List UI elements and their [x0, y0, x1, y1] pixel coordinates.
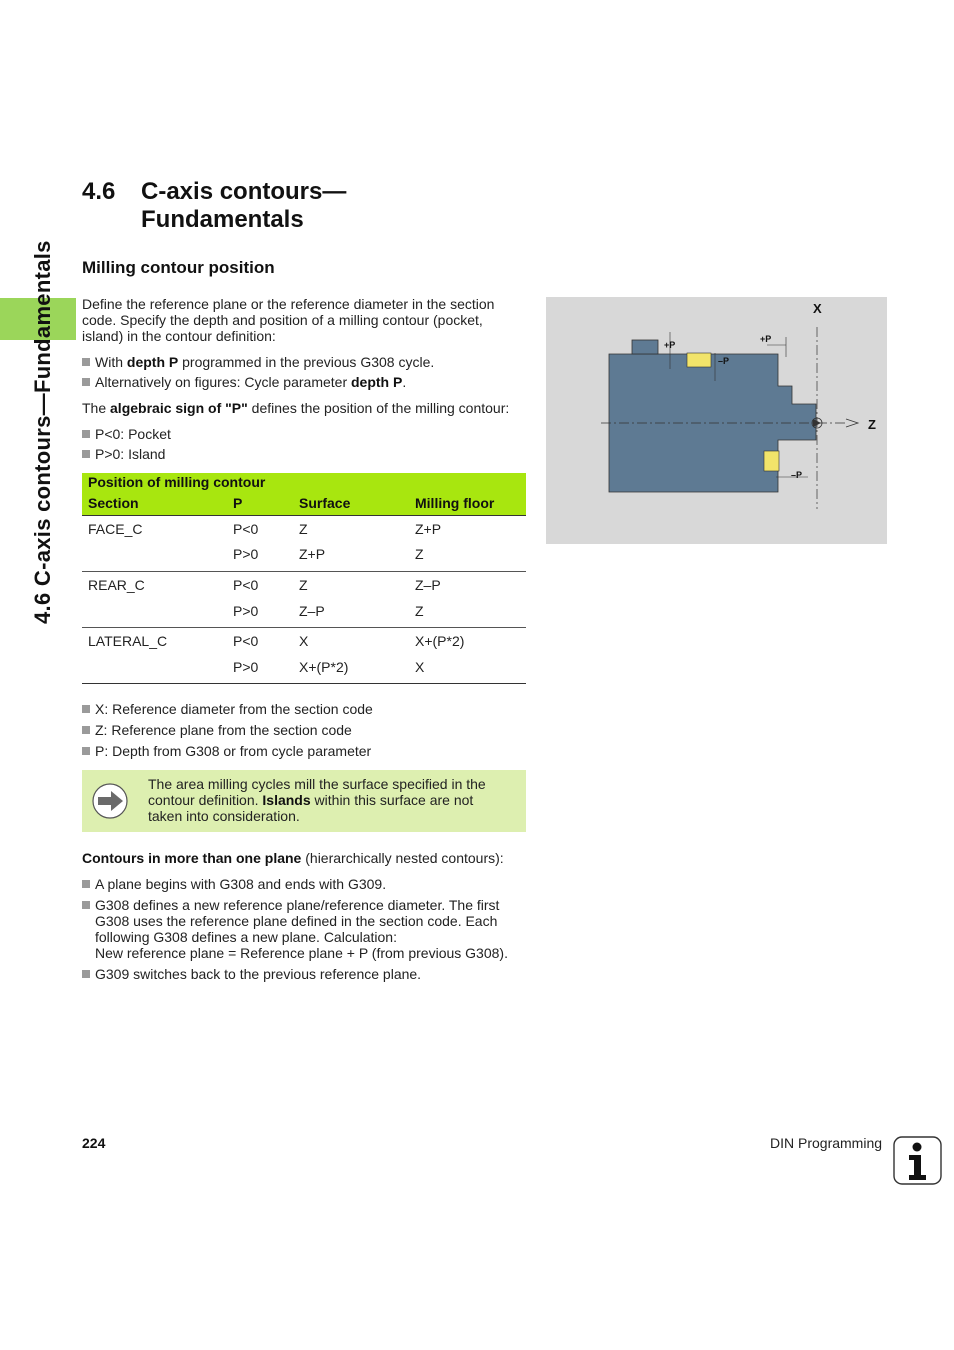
- table-cell: P>0: [233, 659, 259, 675]
- table-row-group: [82, 572, 526, 628]
- pocket-face: [687, 353, 711, 367]
- table-cell: REAR_C: [88, 577, 145, 593]
- table-cell: P>0: [233, 603, 259, 619]
- sign-sentence: The algebraic sign of "P" defines the position of the milling contour:: [82, 400, 510, 416]
- table-row-group: [82, 516, 526, 572]
- intro-paragraph: [82, 296, 532, 344]
- z-axis-label: Z: [868, 417, 876, 432]
- column-header: Milling floor: [415, 495, 495, 511]
- list-item: With depth P programmed in the previous G308 cycle.: [82, 354, 434, 370]
- table-caption: Position of milling contour: [88, 474, 266, 490]
- table-cell: Z: [415, 546, 424, 562]
- list-item: P<0: Pocket: [82, 426, 171, 442]
- list-item: P>0: Island: [82, 446, 165, 462]
- table-cell: LATERAL_C: [88, 633, 168, 649]
- list-item: P: Depth from G308 or from cycle parameter: [82, 743, 371, 759]
- note-text: The area milling cycles mill the surface specified in the contour definition. Islands within this surface are not taken into consideration.: [148, 776, 486, 824]
- section-title-line2: Fundamentals: [141, 206, 304, 233]
- table-cell: Z: [299, 521, 308, 537]
- table-header-row: [82, 493, 526, 516]
- column-header: Section: [88, 495, 139, 511]
- subheading: Milling contour position: [82, 258, 275, 277]
- table-cell: P<0: [233, 633, 259, 649]
- milling-position-figure: [546, 297, 887, 544]
- list-item: A plane begins with G308 and ends with G309.: [82, 876, 386, 892]
- label-plus-p: +P: [760, 334, 772, 344]
- list-item: Z: Reference plane from the section code: [82, 722, 352, 738]
- side-tab-label: 4.6 C-axis contours—Fundamentals: [30, 240, 55, 624]
- table-cell: FACE_C: [88, 521, 143, 537]
- column-header: P: [233, 495, 243, 511]
- intro-line: Define the reference plane or the reference diameter in the section: [82, 296, 495, 312]
- table-cell: X: [299, 633, 309, 649]
- intro-line: code. Specify the depth and position of a milling contour (pocket,: [82, 312, 483, 328]
- nested-contours-heading: Contours in more than one plane (hierarchically nested contours):: [82, 850, 504, 866]
- column-header: Surface: [299, 495, 351, 511]
- island-step: [632, 340, 658, 354]
- x-axis-label: X: [813, 301, 822, 316]
- table-cell: X+(P*2): [299, 659, 349, 675]
- list-item: G308 defines a new reference plane/reference diameter. The first G308 uses the reference plane defined in the section code. Each following G308 defines a new plane. Calculation: New reference plane = Reference plane + P (from previous G308).: [82, 897, 508, 961]
- label-minus-p: –P: [791, 470, 803, 480]
- section-title-line1: C-axis contours—: [141, 178, 347, 205]
- table-cell: P<0: [233, 577, 259, 593]
- footer-title: DIN Programming: [770, 1135, 883, 1151]
- arrow-right-icon: [92, 783, 128, 819]
- table-cell: Z+P: [299, 546, 326, 562]
- table-cell: Z+P: [415, 521, 442, 537]
- table-cell: X+(P*2): [415, 633, 465, 649]
- table-cell: Z: [299, 577, 308, 593]
- info-icon: [893, 1136, 942, 1185]
- intro-line: island) in the contour definition:: [82, 328, 276, 344]
- table-cell: Z: [415, 603, 424, 619]
- table-cell: X: [415, 659, 425, 675]
- table-cell: Z–P: [415, 577, 441, 593]
- section-title: [141, 178, 441, 234]
- milling-position-table: [82, 473, 526, 684]
- label-plus-p: +P: [664, 340, 676, 350]
- table-row-group: [82, 628, 526, 684]
- pocket-rear: [764, 451, 779, 471]
- table-caption-row: [82, 473, 526, 493]
- list-item: Alternatively on figures: Cycle parameter depth P.: [82, 374, 406, 390]
- table-cell: P<0: [233, 521, 259, 537]
- list-item: X: Reference diameter from the section code: [82, 701, 373, 717]
- page-number: 224: [82, 1135, 106, 1151]
- section-number: 4.6: [82, 178, 116, 205]
- table-cell: P>0: [233, 546, 259, 562]
- side-tab-label-box: [14, 184, 72, 624]
- list-item: G309 switches back to the previous reference plane.: [82, 966, 421, 982]
- table-cell: Z–P: [299, 603, 325, 619]
- label-minus-p: –P: [718, 356, 730, 366]
